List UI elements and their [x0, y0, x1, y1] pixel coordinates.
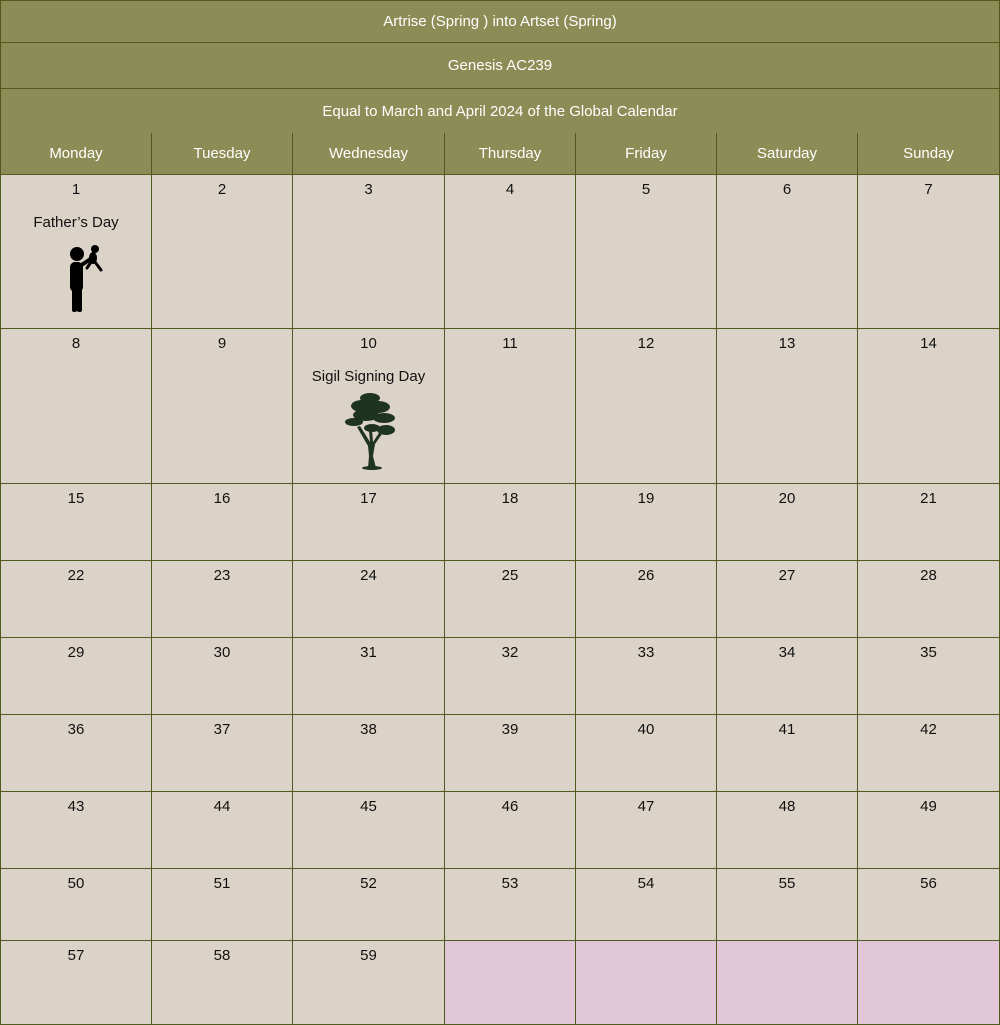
- day-cell: [293, 715, 445, 792]
- day-number: 1: [71, 181, 81, 198]
- day-number: 27: [778, 567, 796, 584]
- day-cell: [152, 484, 293, 561]
- day-number: 44: [213, 798, 231, 815]
- day-cell: [717, 715, 858, 792]
- day-number: 11: [502, 335, 518, 352]
- day-cell: [152, 869, 293, 941]
- weekday-header: Thursday: [445, 133, 576, 175]
- day-number: 19: [637, 490, 655, 507]
- day-cell: [858, 561, 1000, 638]
- day-cell: [858, 329, 1000, 484]
- day-number: 26: [637, 567, 655, 584]
- empty-day-cell: [858, 941, 1000, 1025]
- event-label: Sigil Signing Day: [311, 368, 426, 385]
- empty-day-cell: [576, 941, 717, 1025]
- day-cell: [293, 329, 445, 484]
- calendar-title: Artrise (Spring ) into Artset (Spring): [0, 0, 1000, 42]
- day-cell: [0, 869, 152, 941]
- day-number: 13: [778, 335, 796, 352]
- day-number: 53: [501, 875, 519, 892]
- day-cell: [717, 329, 858, 484]
- day-number: 37: [213, 721, 231, 738]
- day-number: 7: [924, 181, 933, 198]
- day-cell: [445, 792, 576, 869]
- day-number: 14: [920, 335, 937, 352]
- day-number: 38: [360, 721, 377, 738]
- day-cell: [445, 329, 576, 484]
- day-cell: [717, 869, 858, 941]
- day-cell: [0, 561, 152, 638]
- day-number: 4: [505, 181, 515, 198]
- day-number: 55: [778, 875, 796, 892]
- day-cell: [576, 638, 717, 715]
- weekday-header: Tuesday: [152, 133, 293, 175]
- day-cell: [152, 175, 293, 329]
- day-cell: [445, 484, 576, 561]
- day-number: 12: [637, 335, 655, 352]
- calendar-year: Genesis AC239: [0, 42, 1000, 88]
- day-number: 17: [360, 490, 377, 507]
- day-number: 23: [213, 567, 231, 584]
- day-number: 34: [778, 644, 796, 661]
- day-cell: [576, 792, 717, 869]
- weekday-header: Saturday: [717, 133, 858, 175]
- day-cell: [152, 941, 293, 1025]
- day-number: 57: [67, 947, 85, 964]
- day-number: 45: [360, 798, 377, 815]
- day-number: 9: [217, 335, 227, 352]
- day-cell: [576, 329, 717, 484]
- day-cell: [152, 792, 293, 869]
- day-cell: [858, 715, 1000, 792]
- day-number: 42: [920, 721, 937, 738]
- day-cell: [293, 941, 445, 1025]
- day-number: 3: [364, 181, 373, 198]
- day-cell: [152, 329, 293, 484]
- weekday-header: Friday: [576, 133, 717, 175]
- day-number: 18: [501, 490, 519, 507]
- day-cell: [717, 638, 858, 715]
- day-cell: [858, 869, 1000, 941]
- day-number: 30: [213, 644, 231, 661]
- day-cell: [576, 175, 717, 329]
- day-number: 51: [213, 875, 231, 892]
- weekday-header: Sunday: [858, 133, 1000, 175]
- day-cell: [445, 869, 576, 941]
- day-number: 39: [501, 721, 519, 738]
- day-number: 31: [360, 644, 377, 661]
- day-number: 20: [778, 490, 796, 507]
- day-cell: [717, 175, 858, 329]
- day-number: 2: [217, 181, 227, 198]
- day-number: 25: [501, 567, 519, 584]
- father-child-icon: [64, 244, 104, 318]
- day-number: 6: [782, 181, 792, 198]
- day-cell: [717, 561, 858, 638]
- tree-icon: [342, 390, 398, 474]
- day-number: 10: [360, 335, 377, 352]
- day-cell: [0, 715, 152, 792]
- day-number: 52: [360, 875, 377, 892]
- day-number: 43: [67, 798, 85, 815]
- day-cell: [152, 561, 293, 638]
- day-number: 56: [920, 875, 937, 892]
- weekday-header: Wednesday: [293, 133, 445, 175]
- day-cell: [445, 638, 576, 715]
- day-cell: [858, 638, 1000, 715]
- day-cell: [0, 329, 152, 484]
- weekday-header: Monday: [0, 133, 152, 175]
- day-number: 50: [67, 875, 85, 892]
- day-cell: [293, 792, 445, 869]
- day-number: 15: [67, 490, 85, 507]
- day-cell: [152, 638, 293, 715]
- day-number: 33: [637, 644, 655, 661]
- day-cell: [293, 484, 445, 561]
- day-number: 32: [501, 644, 519, 661]
- day-number: 28: [920, 567, 937, 584]
- day-number: 22: [67, 567, 85, 584]
- day-number: 35: [920, 644, 937, 661]
- day-cell: [293, 638, 445, 715]
- day-number: 40: [637, 721, 655, 738]
- day-cell: [0, 941, 152, 1025]
- day-number: 24: [360, 567, 377, 584]
- day-number: 48: [778, 798, 796, 815]
- day-number: 29: [67, 644, 85, 661]
- day-number: 8: [71, 335, 81, 352]
- day-cell: [858, 175, 1000, 329]
- event-label: Father’s Day: [33, 214, 119, 231]
- day-number: 58: [213, 947, 231, 964]
- day-cell: [445, 175, 576, 329]
- day-number: 41: [778, 721, 796, 738]
- day-cell: [717, 484, 858, 561]
- day-cell: [576, 869, 717, 941]
- day-number: 49: [920, 798, 937, 815]
- day-cell: [0, 484, 152, 561]
- day-number: 5: [641, 181, 651, 198]
- day-cell: [0, 792, 152, 869]
- day-number: 47: [637, 798, 655, 815]
- day-number: 54: [637, 875, 655, 892]
- day-cell: [293, 869, 445, 941]
- day-cell: [0, 175, 152, 329]
- empty-day-cell: [445, 941, 576, 1025]
- day-cell: [576, 561, 717, 638]
- day-cell: [293, 175, 445, 329]
- day-cell: [858, 484, 1000, 561]
- day-number: 36: [67, 721, 85, 738]
- day-number: 46: [501, 798, 519, 815]
- day-cell: [0, 638, 152, 715]
- day-cell: [293, 561, 445, 638]
- day-cell: [576, 715, 717, 792]
- calendar-equivalence: Equal to March and April 2024 of the Global Calendar: [0, 88, 1000, 133]
- day-cell: [717, 792, 858, 869]
- day-number: 59: [360, 947, 377, 964]
- empty-day-cell: [717, 941, 858, 1025]
- day-number: 21: [920, 490, 937, 507]
- day-cell: [858, 792, 1000, 869]
- day-number: 16: [213, 490, 231, 507]
- day-cell: [576, 484, 717, 561]
- day-cell: [445, 715, 576, 792]
- day-cell: [152, 715, 293, 792]
- day-cell: [445, 561, 576, 638]
